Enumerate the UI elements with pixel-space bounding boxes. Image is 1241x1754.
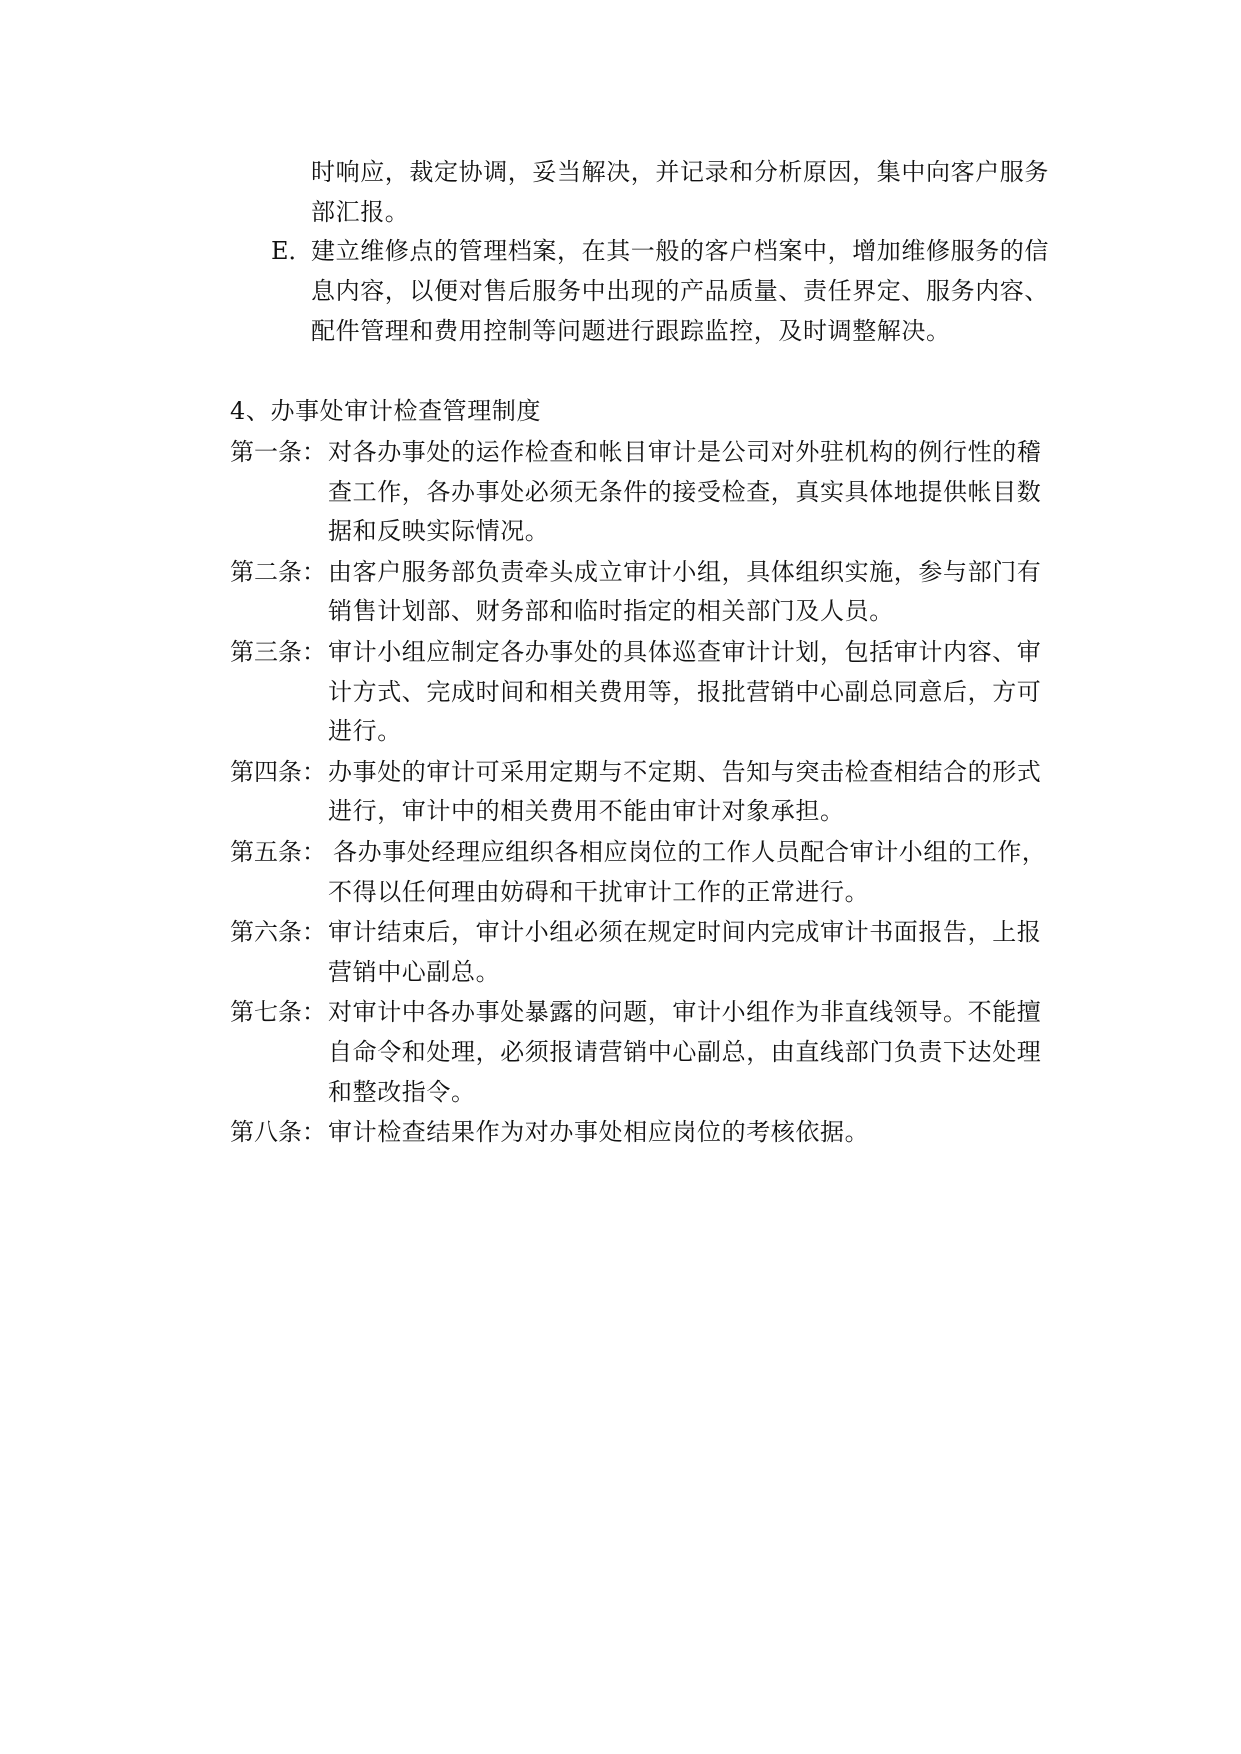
article-line: 审计结束后，审计小组必须在规定时间内完成审计书面报告，上报 [328,918,1042,946]
article-label: 第三条： [230,638,326,666]
continuation-line: 部汇报。 [311,198,410,226]
article-label: 第二条： [230,558,326,586]
article-line: 办事处的审计可采用定期与不定期、告知与突击检查相结合的形式 [328,758,1042,786]
article-line: 自命令和处理，必须报请营销中心副总，由直线部门负责下达处理 [328,1038,1042,1066]
article-line: 对各办事处的运作检查和帐目审计是公司对外驻机构的例行性的稽 [328,438,1042,466]
article-label: 第八条： [230,1118,326,1146]
article-label: 第六条： [230,918,326,946]
article-line: 营销中心副总。 [328,958,501,986]
continuation-line: 时响应，裁定协调，妥当解决，并记录和分析原因，集中向客户服务 [311,158,1049,186]
item-e-marker: E． [271,237,313,265]
item-e-line: 建立维修点的管理档案，在其一般的客户档案中，增加维修服务的信 [311,237,1049,265]
item-e-line: 息内容，以便对售后服务中出现的产品质量、责任界定、服务内容、 [311,277,1049,305]
article-line: 查工作，各办事处必须无条件的接受检查，真实具体地提供帐目数 [328,478,1042,506]
article-line: 和整改指令。 [328,1078,476,1106]
item-e-line: 配件管理和费用控制等问题进行跟踪监控，及时调整解决。 [311,317,951,345]
article-label: 第七条： [230,998,326,1026]
article-line: 销售计划部、财务部和临时指定的相关部门及人员。 [328,597,894,625]
article-label: 第一条： [230,438,326,466]
article-line: 计方式、完成时间和相关费用等，报批营销中心副总同意后，方可 [328,678,1042,706]
article-line: 由客户服务部负责牵头成立审计小组，具体组织实施，参与部门有 [328,558,1042,586]
article-line: 进行，审计中的相关费用不能由审计对象承担。 [328,797,845,825]
article-line: 不得以任何理由妨碍和干扰审计工作的正常进行。 [328,878,870,906]
article-line: 据和反映实际情况。 [328,517,550,545]
article-line: 审计小组应制定各办事处的具体巡查审计计划，包括审计内容、审 [328,638,1042,666]
section-heading: 4、办事处审计检查管理制度 [230,397,542,425]
article-line: 各办事处经理应组织各相应岗位的工作人员配合审计小组的工作， [333,838,1047,866]
article-line: 审计检查结果作为对办事处相应岗位的考核依据。 [328,1118,870,1146]
article-label: 第四条： [230,758,326,786]
article-label: 第五条： [230,838,326,866]
article-line: 对审计中各办事处暴露的问题，审计小组作为非直线领导。不能擅 [328,998,1042,1026]
article-line: 进行。 [328,717,402,745]
